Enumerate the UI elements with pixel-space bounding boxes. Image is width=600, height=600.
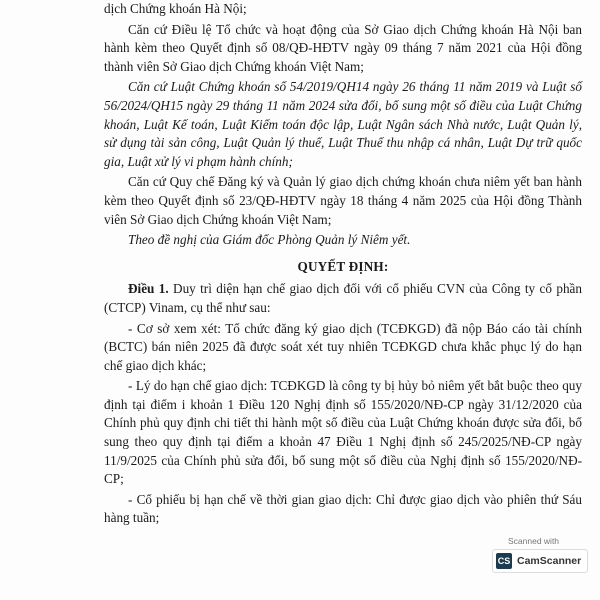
camscanner-logo-icon: CS — [496, 553, 512, 569]
bullet-trading-time: - Cổ phiếu bị hạn chế về thời gian giao dịch: Chỉ được giao dịch vào phiên thứ Sáu hàng tuần; — [104, 491, 582, 526]
bullet-reason: - Lý do hạn chế giao dịch: TCĐKGD là công ty bị hủy bỏ niêm yết bắt buộc theo quy định tại điểm i khoản 1 Điều 120 Nghị định số 155/2020/NĐ-CP ngày 31/12/2020 của Chính phủ quy định chi tiết thi hành một số điều của Luật Chứng khoán được sửa đổi, bổ sung theo quy định tại điểm a khoản 47 Điều 1 Nghị định số 245/2025/NĐ-CP ngày 11/9/2025 của Chính phủ sửa đổi, bổ sung một số điều của Nghị định số 155/2020/NĐ-CP; — [104, 378, 582, 487]
basis-securities-law-paragraph: Căn cứ Luật Chứng khoán số 54/2019/QH14 ngày 26 tháng 11 năm 2019 và Luật số 56/2024/QH15 ngày 29 tháng 11 năm 2024 sửa đổi, bổ sung một số điều của Luật Chứng khoán, Luật Kế toán, Luật Kiểm toán độc lập, Luật Ngân sách Nhà nước, Luật Quản lý, sử dụng tài sản công, Luật Quản lý thuế, Luật Thuế thu nhập cá nhân, Luật Dự trữ quốc gia, Luật xử lý vi phạm hành chính; — [104, 79, 582, 169]
basis-regulation-paragraph: Căn cứ Quy chế Đăng ký và Quản lý giao dịch chứng khoán chưa niêm yết ban hành kèm theo Quyết định số 23/QĐ-HĐTV ngày 18 tháng 4 năm 2025 của Hội đồng Thành viên Sở Giao dịch Chứng khoán Việt Nam; — [104, 174, 582, 227]
article-1-paragraph — [104, 280, 582, 317]
document-body — [104, 0, 582, 530]
watermark-caption: Scanned with — [508, 536, 560, 546]
article-1-text: Duy trì diện hạn chế giao dịch đối với cổ phiếu CVN của Công ty cổ phần (CTCP) Vinam, cụ thể như sau: — [104, 281, 582, 315]
watermark-brand: CamScanner — [517, 555, 582, 567]
continued-line: dịch Chứng khoán Hà Nội; — [104, 1, 247, 16]
bullet-basis: - Cơ sở xem xét: Tổ chức đăng ký giao dịch (TCĐKGD) đã nộp Báo cáo tài chính (BCTC) bán niên 2025 đã được soát xét tuy nhiên TCĐKGD chưa khắc phục lý do hạn chế giao dịch khác; — [104, 320, 582, 373]
proposal-paragraph: Theo đề nghị của Giám đốc Phòng Quản lý Niêm yết. — [128, 232, 411, 248]
camscanner-watermark — [492, 536, 586, 576]
decision-heading: QUYẾT ĐỊNH: — [297, 258, 389, 274]
basis-charter-paragraph: Căn cứ Điều lệ Tổ chức và hoạt động của Sở Giao dịch Chứng khoán Hà Nội ban hành kèm theo Quyết định số 08/QĐ-HĐTV ngày 09 tháng 7 năm 2021 của Hội đồng thành viên Sở Giao dịch Chứng khoán Việt Nam; — [104, 21, 582, 74]
article-1-label: Điều 1. — [128, 281, 169, 297]
watermark-badge — [492, 549, 588, 573]
